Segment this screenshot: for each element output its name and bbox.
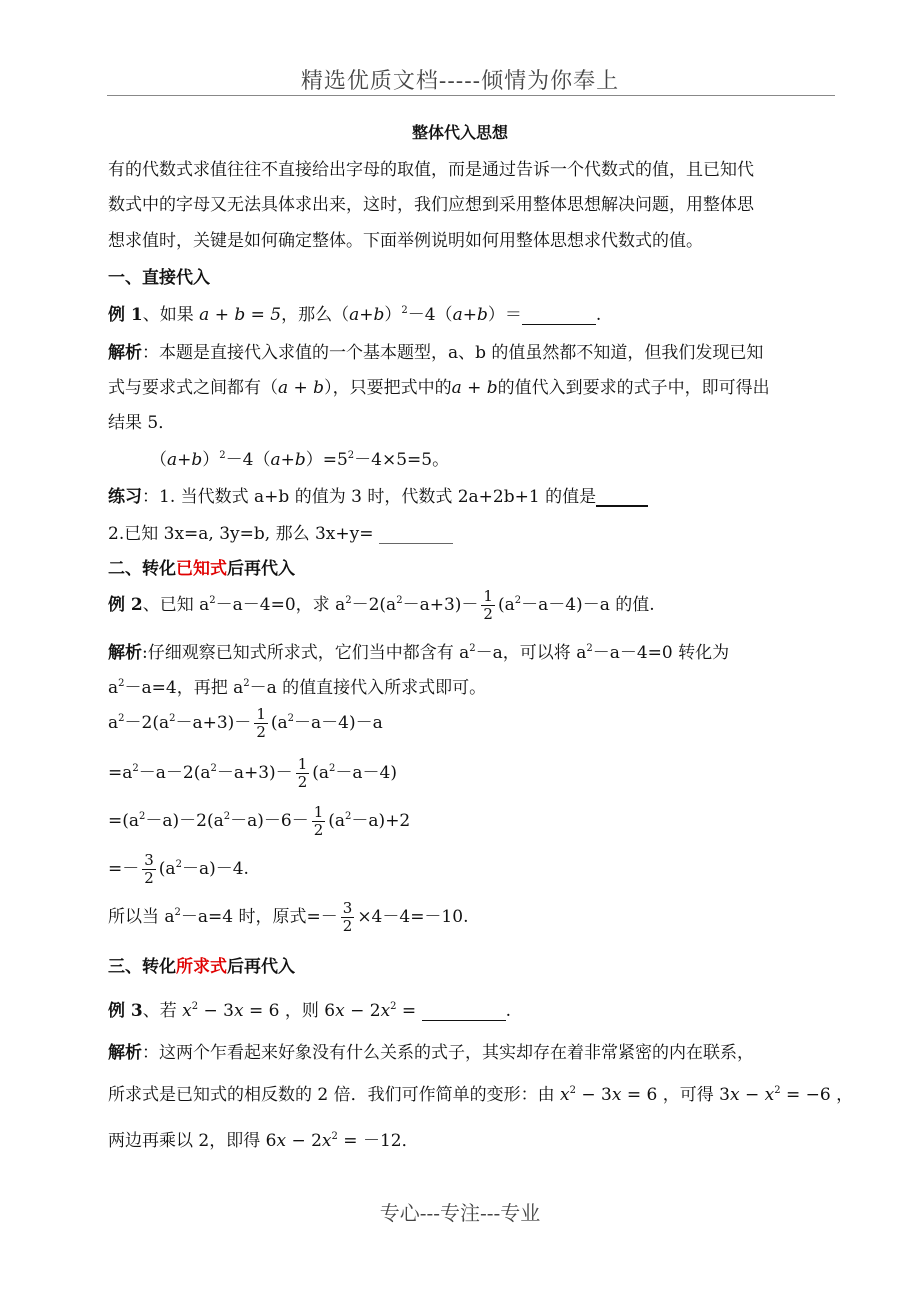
text: = 6 ，则 6 [243,1001,336,1021]
text: －a+3)－ [402,595,479,615]
math-variable: x [234,1001,244,1021]
fraction-one-half [312,804,326,839]
fraction-three-halves [142,852,156,887]
text: 三、转化 [108,957,176,977]
text: 两边再乘以 2，即得 6 [108,1131,277,1151]
text: 、如果 [142,305,200,325]
numerator: 1 [256,705,266,723]
superscript: 2 [401,305,408,316]
text: －2(a [124,713,170,733]
superscript: 2 [347,450,355,461]
text: －a－4) [335,763,397,783]
document-title: 整体代入思想 [411,123,508,142]
math-variable: x [321,1131,332,1151]
text: . [595,305,602,325]
superscript: 2 [345,595,352,606]
solution-step-4 [108,852,249,887]
intro-line-1: 有的代数式求值往往不直接给出字母的取值，而是通过告诉一个代数式的值，且已知代 [108,160,754,180]
text: 所以当 a [108,907,175,927]
superscript: 2 [514,595,522,606]
text: －a=4 时，原式=－ [180,907,338,927]
analysis-label: 解析 [108,1043,142,1063]
superscript: 2 [569,1085,576,1096]
text: （ [150,450,167,470]
highlight-known-expression: 已知式 [176,559,227,579]
math-variable: x [729,1085,740,1105]
solution-step-3 [108,804,410,839]
text: − 3 [198,1001,234,1021]
text: (a [497,595,515,615]
text: (a [312,763,330,783]
practice-label: 练习 [108,487,142,507]
text: 式与要求式之间都有（ [108,378,278,398]
text: (a [328,811,346,831]
math-variable: x [335,1001,345,1021]
superscript: 2 [191,1001,199,1012]
conclusion-2 [108,900,468,935]
text: －2(a [351,595,397,615]
answer-blank [596,505,648,507]
superscript: 2 [287,713,295,724]
text: = −6 ， [780,1085,854,1105]
text: ） [384,305,402,325]
text: －4×5=5。 [354,450,450,470]
text: 后再代入 [227,957,295,977]
analysis-1-line-1 [108,338,763,363]
math-variable: x [611,1085,622,1105]
calculation-1 [150,445,449,470]
superscript: 2 [345,811,352,822]
analysis-label: 解析 [108,643,142,663]
math-expression: a + b = 5 [199,305,282,325]
example-1 [108,300,601,325]
analysis-3-line-3 [108,1126,419,1151]
text: (a [270,713,288,733]
text: －a)－4. [181,859,249,879]
numerator: 3 [342,899,353,917]
text: − 3 [576,1085,612,1105]
practice-2 [108,519,453,544]
highlight-target-expression: 所求式 [176,957,227,977]
text: ：这两个乍看起来好象没有什么关系的式子，其实却存在着非常紧密的内在联系， [142,1043,754,1063]
denominator: 2 [342,917,353,935]
text: a [108,713,119,733]
text: ），只要把式中的 [324,378,452,398]
text: －a－2(a [138,763,211,783]
analysis-2-line-1 [108,638,729,663]
math-variable: x [276,1131,287,1151]
text: －4（ [225,450,271,470]
text: a [108,678,119,698]
text: 二、转化 [108,559,176,579]
math-variable: x [560,1085,570,1105]
text: －a+3)－ [216,763,293,783]
example-3 [108,996,511,1021]
superscript: 2 [469,643,476,654]
math-expression: a+b [349,305,385,325]
text: －a)－6－ [230,811,309,831]
analysis-label: 解析 [108,343,142,363]
text: = 6 ，可得 3 [621,1085,730,1105]
fraction-one-half [481,588,495,623]
math-expression: a+b [167,450,203,470]
math-expression: a+b [452,305,488,325]
text: ）＝ [487,305,522,325]
text: − 2 [344,1001,381,1021]
text: －a－4)－a [294,713,383,733]
superscript: 2 [774,1085,781,1096]
text: －a=4，再把 a [124,678,244,698]
intro-line-3: 想求值时，关键是如何确定整体。下面举例说明如何用整体思想求代数式的值。 [108,231,703,251]
page-footer: 专心---专注---专业 [379,1201,541,1225]
text: :仔细观察已知式所求式，它们当中都含有 a [142,643,470,663]
section-1-heading: 一、直接代入 [108,268,210,288]
superscript: 2 [331,1131,338,1142]
text: －4（ [407,305,453,325]
math-expression: a + b [451,378,498,398]
math-expression: a+b [270,450,306,470]
fraction-three-halves [341,900,355,935]
text: －a－4=0 转化为 [592,643,730,663]
intro-line-2: 数式中的字母又无法具体求出来，这时，我们应想到采用整体思想解决问题，用整体思 [108,195,754,215]
text: －a 的值直接代入所求式即可。 [249,678,487,698]
text: －a，可以将 a [475,643,587,663]
text: (a [158,859,176,879]
example-3-label: 例 3 [108,1001,143,1021]
numerator: 1 [483,587,493,605]
solution-step-1 [108,706,383,741]
text: ，那么（ [281,305,350,325]
text: 2.已知 3x=a, 3y=b, 那么 3x+y= [108,524,379,544]
analysis-3-line-2 [108,1080,853,1105]
superscript: 2 [396,595,403,606]
fraction-one-half [254,706,268,741]
text: －a)+2 [351,811,411,831]
denominator: 2 [256,723,266,741]
text: －a－4=0，求 a [215,595,346,615]
superscript: 2 [586,643,593,654]
text: = －12． [337,1131,419,1151]
text: ）=5 [305,450,348,470]
text: . [505,1001,511,1021]
text: =－ [108,859,140,879]
analysis-1-line-3: 结果 5． [108,413,176,433]
example-2 [108,588,655,623]
text: 所求式是已知式的相反数的 2 倍．我们可作简单的变形：由 [108,1085,561,1105]
text: 的值代入到要求的式子中，即可得出 [497,378,770,398]
section-3-heading [108,952,295,977]
math-expression: a + b [278,378,325,398]
superscript: 2 [174,907,181,918]
superscript: 2 [132,763,139,774]
example-2-label: 例 2 [108,595,143,615]
header-divider [107,95,835,96]
section-2-heading [108,554,295,579]
math-variable: x [380,1001,391,1021]
text: − 2 [286,1131,322,1151]
text: ） [202,450,220,470]
numerator: 1 [313,803,324,821]
text: = [396,1001,422,1021]
analysis-1-line-2 [108,373,770,398]
page-header: 精选优质文档-----倾情为你奉上 [300,69,620,94]
text: 后再代入 [227,559,295,579]
superscript: 2 [243,678,250,689]
superscript: 2 [139,811,146,822]
math-variable: x [182,1001,192,1021]
superscript: 2 [390,1001,397,1012]
analysis-3-line-1 [108,1038,754,1063]
superscript: 2 [210,763,217,774]
fraction-one-half [296,756,310,791]
math-variable: x [764,1085,775,1105]
denominator: 2 [297,773,308,791]
text: ×4－4=－10. [357,907,469,927]
text: －a－4)－a 的值. [521,595,655,615]
example-1-label: 例 1 [108,305,143,325]
superscript: 2 [219,450,226,461]
answer-blank [379,543,453,544]
superscript: 2 [209,595,216,606]
solution-step-2 [108,756,397,791]
text: －a)－2(a [145,811,224,831]
text: －a+3)－ [175,713,252,733]
answer-blank [522,324,596,325]
denominator: 2 [144,869,154,887]
numerator: 3 [144,851,154,869]
superscript: 2 [175,859,182,870]
text: 、已知 a [142,595,210,615]
text: − [739,1085,765,1105]
superscript: 2 [169,713,176,724]
text: =(a [108,811,140,831]
analysis-2-line-2 [108,673,486,698]
denominator: 2 [483,605,493,623]
superscript: 2 [118,678,125,689]
text: =a [108,763,133,783]
superscript: 2 [329,763,336,774]
superscript: 2 [223,811,231,822]
text: ：1. 当代数式 a+b 的值为 3 时，代数式 2a+2b+1 的值是 [142,487,597,507]
text: ：本题是直接代入求值的一个基本题型，a、b 的值虽然都不知道，但我们发现已知 [142,343,764,363]
text: 、若 [142,1001,183,1021]
numerator: 1 [297,755,308,773]
practice-1 [108,482,648,507]
denominator: 2 [313,821,324,839]
superscript: 2 [118,713,125,724]
answer-blank [422,1020,506,1021]
